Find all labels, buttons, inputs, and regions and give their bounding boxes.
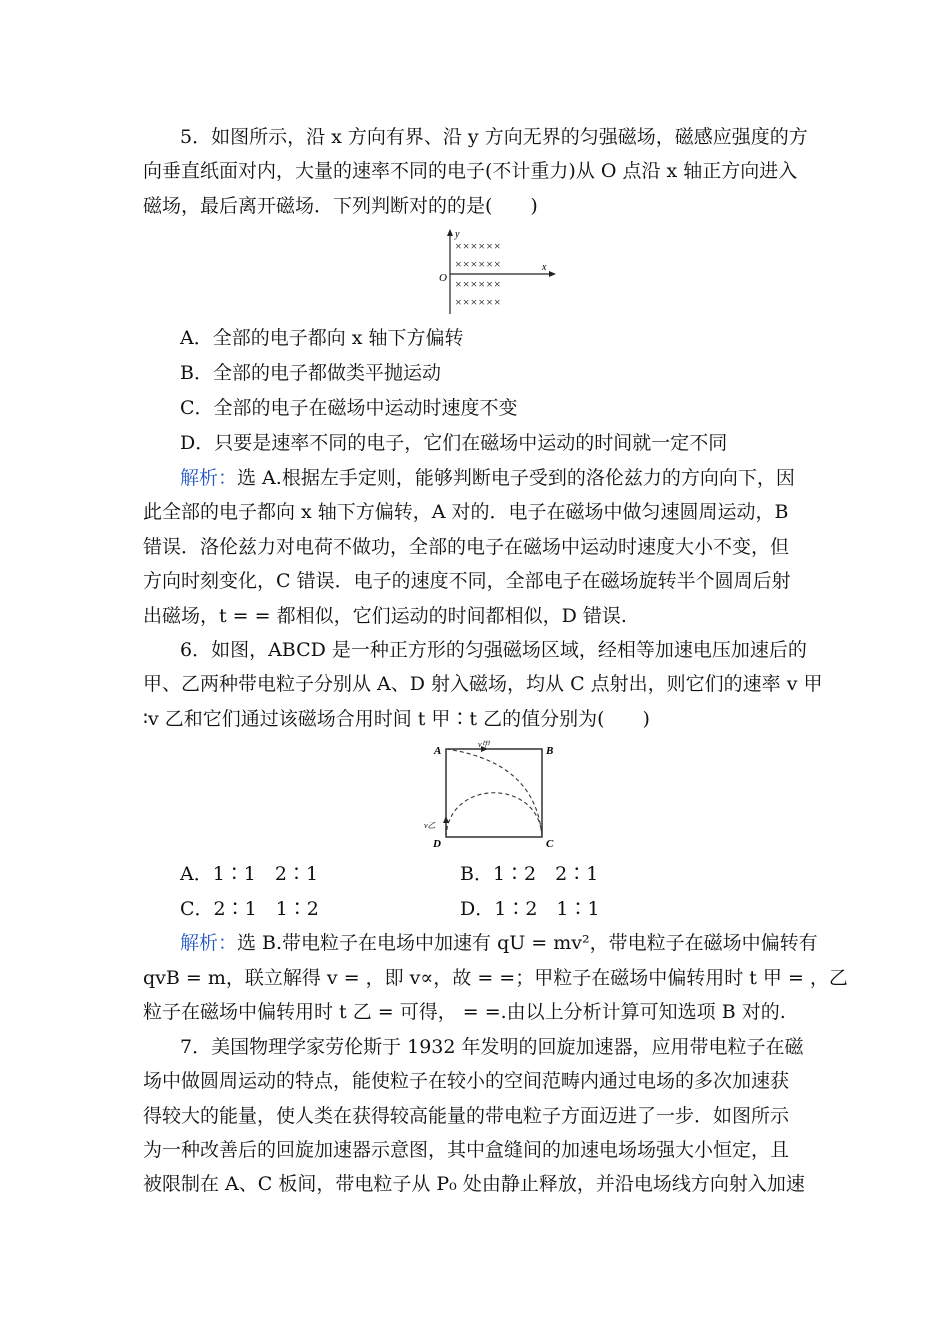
q5-stem-line-3: 磁场，最后离开磁场．下列判断对的的是( ): [143, 195, 538, 217]
q6-option-b: B．1∶2 2∶1: [460, 863, 599, 885]
q5-analysis-line-3: 错误．洛伦兹力对电荷不做功，全部的电子在磁场中运动时速度大小不变，但: [143, 536, 790, 558]
q5-analysis-line-2: 此全部的电子都向 x 轴下方偏转，A 对的．电子在磁场中做匀速圆周运动，B: [143, 501, 789, 523]
v-yi-label: v乙: [424, 821, 436, 830]
x-axis-label: x: [542, 262, 547, 273]
field-cross-row: ××××××: [455, 295, 502, 309]
y-axis-arrow-icon: [447, 229, 453, 236]
q6-analysis-line-1: [180, 931, 818, 955]
q6-option-a: A．1∶1 2∶1: [180, 863, 319, 885]
field-cross-row: ××××××: [455, 239, 502, 253]
v-yi-arrow-icon: [443, 816, 449, 823]
q7-stem-line-5: 被限制在 A、C 板间，带电粒子从 P₀ 处由静止释放，并沿电场线方向射入加速: [143, 1173, 805, 1195]
q6-square-field-figure: [420, 740, 570, 852]
analysis-text: 选 A.根据左手定则，能够判断电子受到的洛伦兹力的方向向下，因: [237, 467, 795, 489]
v-jia-label: v甲: [478, 740, 490, 749]
q5-option-a: A．全部的电子都向 x 轴下方偏转: [180, 327, 464, 349]
q6-stem-line-1: 6．如图，ABCD 是一种正方形的匀强磁场区域，经相等加速电压加速后的: [180, 639, 807, 661]
q5-option-b: B．全部的电子都做类平抛运动: [180, 362, 441, 384]
field-cross-row: ××××××: [455, 257, 502, 271]
q6-option-c: C．2∶1 1∶2: [180, 898, 319, 920]
q6-stem-line-2: 甲、乙两种带电粒子分别从 A、D 射入磁场，均从 C 点射出，则它们的速率 v 甲: [143, 673, 823, 695]
q5-analysis-line-1: [180, 466, 808, 490]
q6-analysis-line-2: qvB = m，联立解得 v = ，即 v∝，故 = =；甲粒子在磁场中偏转用时 t 甲 = ，乙: [143, 967, 848, 989]
field-cross-row: ××××××: [455, 277, 502, 291]
q6-analysis-line-3: 粒子在磁场中偏转用时 t 乙 = 可得， = =.由以上分析计算可知选项 B 对的.: [143, 1001, 786, 1023]
q7-stem-line-4: 为一种改善后的回旋加速器示意图，其中盒缝间的加速电场场强大小恒定，且: [143, 1139, 790, 1161]
q5-stem-line-1: 5．如图所示，沿 x 方向有界、沿 y 方向无界的匀强磁场，磁感应强度的方: [180, 126, 808, 148]
q5-analysis-line-5: 出磁场，t = = 都相似，它们运动的时间都相似，D 错误.: [143, 605, 627, 627]
q5-option-d: D．只要是速率不同的电子，它们在磁场中运动的时间就一定不同: [180, 432, 728, 454]
analysis-label: 解析：: [180, 932, 238, 954]
q7-stem-line-3: 得较大的能量，使人类在获得较高能量的带电粒子方面迈进了一步．如图所示: [143, 1105, 790, 1127]
origin-label: O: [439, 272, 447, 284]
y-axis-label: y: [455, 229, 460, 240]
corner-label-b: B: [546, 745, 554, 757]
corner-label-c: C: [546, 838, 554, 850]
q6-stem-line-3: ∶v 乙和它们通过该磁场合用时间 t 甲∶t 乙的值分别为( ): [143, 708, 650, 730]
analysis-label: 解析：: [180, 467, 238, 489]
corner-label-a: A: [434, 745, 442, 757]
q6-option-d: D．1∶2 1∶1: [460, 898, 600, 920]
x-axis-arrow-icon: [549, 271, 556, 277]
q7-stem-line-2: 场中做圆周运动的特点，能使粒子在较小的空间范畴内通过电场的多次加速获: [143, 1070, 790, 1092]
analysis-text: 选 B.带电粒子在电场中加速有 qU = mv²，带电粒子在磁场中偏转有: [237, 932, 818, 954]
q5-stem-line-2: 向垂直纸面对内，大量的速率不同的电子(不计重力)从 O 点沿 x 轴正方向进入: [143, 160, 798, 182]
q5-magnetic-field-figure: [430, 228, 560, 316]
corner-label-d: D: [433, 838, 441, 850]
trajectory-yi: [446, 793, 542, 837]
q5-analysis-line-4: 方向时刻变化，C 错误．电子的速度不同，全部电子在磁场旋转半个圆周后射: [143, 570, 791, 592]
q7-stem-line-1: 7．美国物理学家劳伦斯于 1932 年发明的回旋加速器，应用带电粒子在磁: [180, 1036, 804, 1058]
q5-option-c: C．全部的电子在磁场中运动时速度不变: [180, 397, 518, 419]
